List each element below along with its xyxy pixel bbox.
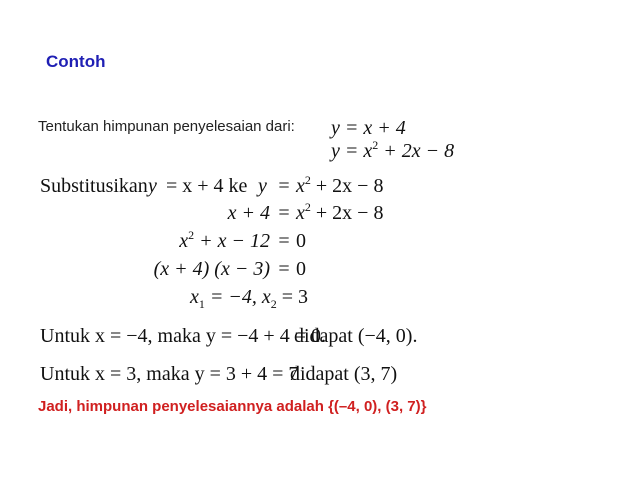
l1-y2: y [258,175,267,197]
l4-lhs: (x + 4) (x − 3) [153,258,270,280]
system-eq1-text: y = x + 4 [331,117,406,139]
result-1-found: didapat (−4, 0). [294,325,418,347]
l2-equals: = [278,202,290,224]
l3-equals: = [278,230,290,252]
l4-rhs: 0 [296,258,306,280]
system-equation-2 [331,140,454,163]
l3-rhs: 0 [296,230,306,252]
l4-equals: = [278,258,290,280]
system-eq2-a: y = x [331,140,373,162]
result-line-2 [40,363,398,386]
l3-lhs: $x^2 + x - 12$ [179,228,270,252]
l2-rhs: $x^2 + 2x - 8$ [296,200,384,224]
system-equation-1 [331,117,406,140]
l5-solutions: $x_1 = -4$, $x_2 = 3$ [190,286,309,311]
result-1-text: Untuk x = −4, maka y = −4 + 4 = 0. [40,325,326,347]
l2-lhs: x + 4 [227,202,270,224]
conclusion: Jadi, himpunan penyelesaiannya adalah {(–4, 0), (3, 7)} [38,398,427,415]
substitution-label: Substitusikan [40,175,148,197]
system-eq2-exponent: 2 [372,138,379,152]
l1-equals: = [278,175,290,197]
l1-rhs: $x^2 + 2x - 8$ [296,173,384,197]
system-eq2-b: + 2x − 8 [378,140,455,162]
result-2-found: didapat (3, 7) [290,363,398,385]
l1-mid: = x + 4 ke [166,175,248,197]
problem-prompt: Tentukan himpunan penyelesaian dari: [38,118,295,135]
heading: Contoh [46,52,106,71]
l1-y: y [148,175,157,197]
result-line-1 [40,325,418,348]
result-2-text: Untuk x = 3, maka y = 3 + 4 = 7 [40,363,299,385]
